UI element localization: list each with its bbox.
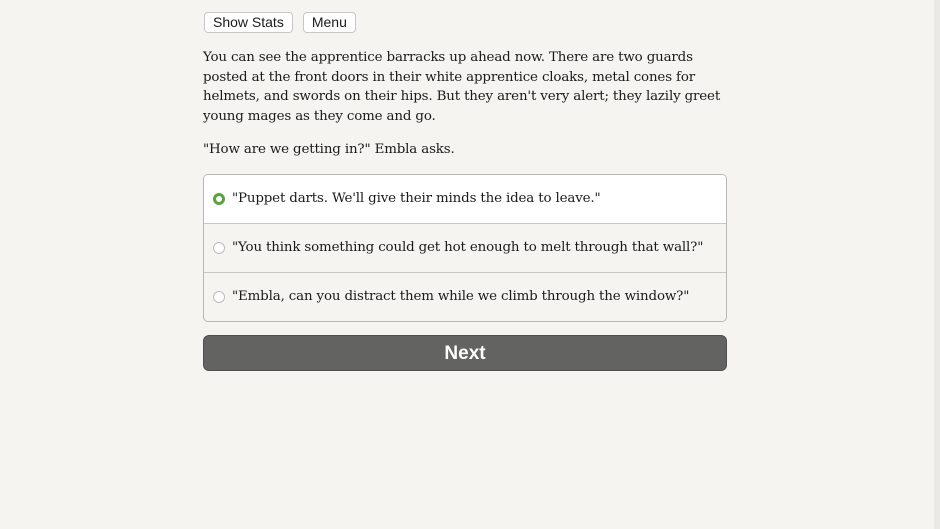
- radio-button-selected[interactable]: [213, 193, 225, 205]
- choice-option-puppet-darts[interactable]: [204, 175, 726, 223]
- choice-option-distract[interactable]: [204, 272, 726, 321]
- dialogue-paragraph: "How are we getting in?" Embla asks.: [203, 142, 455, 158]
- story-paragraph: You can see the apprentice barracks up ahead now. There are two guards posted at the front doors in their white apprentice cloaks, metal cones for helmets, and swords on their hips. But they aren't very alert; they lazily greet young mages as they come and go.: [203, 50, 721, 124]
- show-stats-button[interactable]: Show Stats: [204, 12, 293, 33]
- choice-option-melt-wall[interactable]: [204, 223, 726, 272]
- choice-list: [203, 174, 727, 322]
- choice-label: "You think something could get hot enough to melt through that wall?": [232, 240, 704, 256]
- menu-button[interactable]: Menu: [303, 12, 356, 33]
- choice-label: "Puppet darts. We'll give their minds the idea to leave.": [232, 191, 601, 207]
- scrollbar-track: [934, 0, 940, 529]
- choice-label: "Embla, can you distract them while we climb through the window?": [232, 289, 690, 305]
- game-content: [203, 12, 727, 371]
- radio-button[interactable]: [213, 291, 225, 303]
- next-button[interactable]: Next: [203, 335, 727, 371]
- radio-button[interactable]: [213, 242, 225, 254]
- toolbar: [203, 12, 727, 33]
